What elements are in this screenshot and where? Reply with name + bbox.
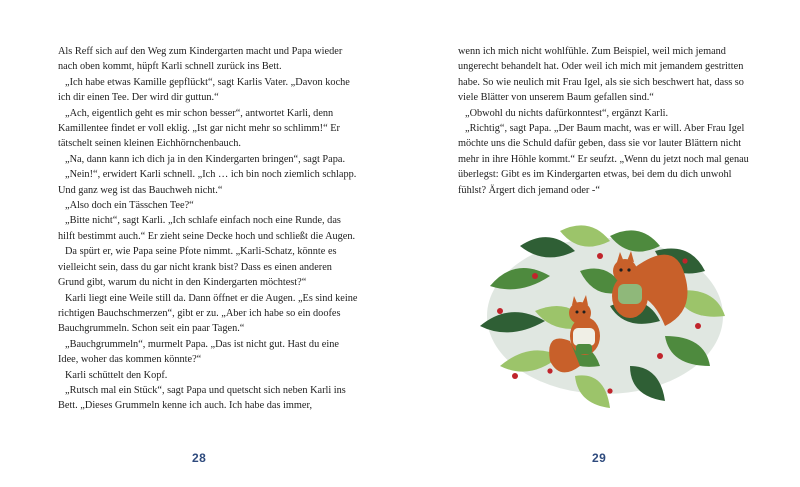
left-page-text — [58, 44, 358, 414]
paragraph: Karli schüttelt den Kopf. — [65, 369, 168, 381]
paragraph: wenn ich mich nicht wohlfühle. Zum Beispiel, weil mich jemand ungerecht behandelt hat. Oder weil ich mich mit jemandem gestritten habe. So wie neulich mit Frau Igel, als sie sich beschwert hat, dass so viele Blätter von unserem Baum gefallen sind.“ — [458, 46, 744, 104]
paragraph: Da spürt er, wie Papa seine Pfote nimmt. „Karli-Schatz, könnte es vielleicht sein, dass du gar nicht krank bist? Dass es einen anderen Grund gibt, warum du nicht in den Kindergarten möchtest?“ — [58, 246, 337, 289]
leaf-cluster — [480, 225, 725, 408]
paragraph: „Also doch ein Tässchen Tee?“ — [65, 200, 194, 212]
paragraph: „Obwohl du nichts dafürkonntest“, ergänzt Karli. — [465, 107, 669, 119]
page-number: 29 — [592, 451, 607, 465]
right-page-text — [458, 44, 750, 198]
paragraph: „Nein!“, erwidert Karli schnell. „Ich … ich bin noch ziemlich schlapp. Und ganz weg ist das Bauchweh nicht.“ — [58, 169, 357, 196]
paragraph: „Ich habe etwas Kamille gepflückt“, sagt Karlis Vater. „Davon koche ich dir einen Tee. Der wird dir guttun.“ — [58, 76, 350, 104]
paragraph: „Bauchgrummeln“, murmelt Papa. „Das ist nicht gut. Hast du eine Idee, woher das kommen könnte?“ — [58, 338, 339, 366]
right-page — [400, 0, 800, 487]
paragraph: Als Reff sich auf den Weg zum Kindergarten macht und Papa wieder nach oben kommt, hüpft Karli schnell zurück ins Bett. — [58, 46, 343, 73]
page-number: 28 — [192, 451, 207, 465]
paragraph: „Na, dann kann ich dich ja in den Kindergarten bringen“, sagt Papa. — [65, 153, 346, 165]
squirrels-in-leaves-illustration — [460, 216, 750, 416]
paragraph: „Richtig“, sagt Papa. „Der Baum macht, was er will. Aber Frau Igel möchte uns die Schuld dafür geben, dass sie vor lauter Blättern nicht mehr in ihre Höhle kommt.“ Er seufzt. „Wenn du jetzt noch mal genau überlegst: Gibt es im Kindergarten etwas, bei dem du dich unwohl fühlst? Ärgert dich jemand oder -“ — [458, 123, 749, 196]
paragraph: Karli liegt eine Weile still da. Dann öffnet er die Augen. „Es sind keine richtigen Bauchschmerzen“, gibt er zu. „Aber ich habe so ein doofes Bauchgrummeln. Schon seit ein paar Tagen.“ — [58, 292, 358, 335]
paragraph: „Rutsch mal ein Stück“, sagt Papa und quetscht sich neben Karli ins Bett. „Dieses Grummeln kenne ich auch. Ich habe das immer, — [58, 384, 346, 412]
paragraph: „Bitte nicht“, sagt Karli. „Ich schlafe einfach noch eine Runde, das hilft bestimmt auch.“ Er zieht seine Decke hoch und schließt die Augen. — [58, 215, 356, 242]
paragraph: „Ach, eigentlich geht es mir schon besser“, antwortet Karli, denn Kamillentee findet er voll eklig. „Ist gar nicht mehr so schlimm!“ Er tätschelt seinen kleinen Eichhörnchenbauch. — [58, 107, 340, 150]
